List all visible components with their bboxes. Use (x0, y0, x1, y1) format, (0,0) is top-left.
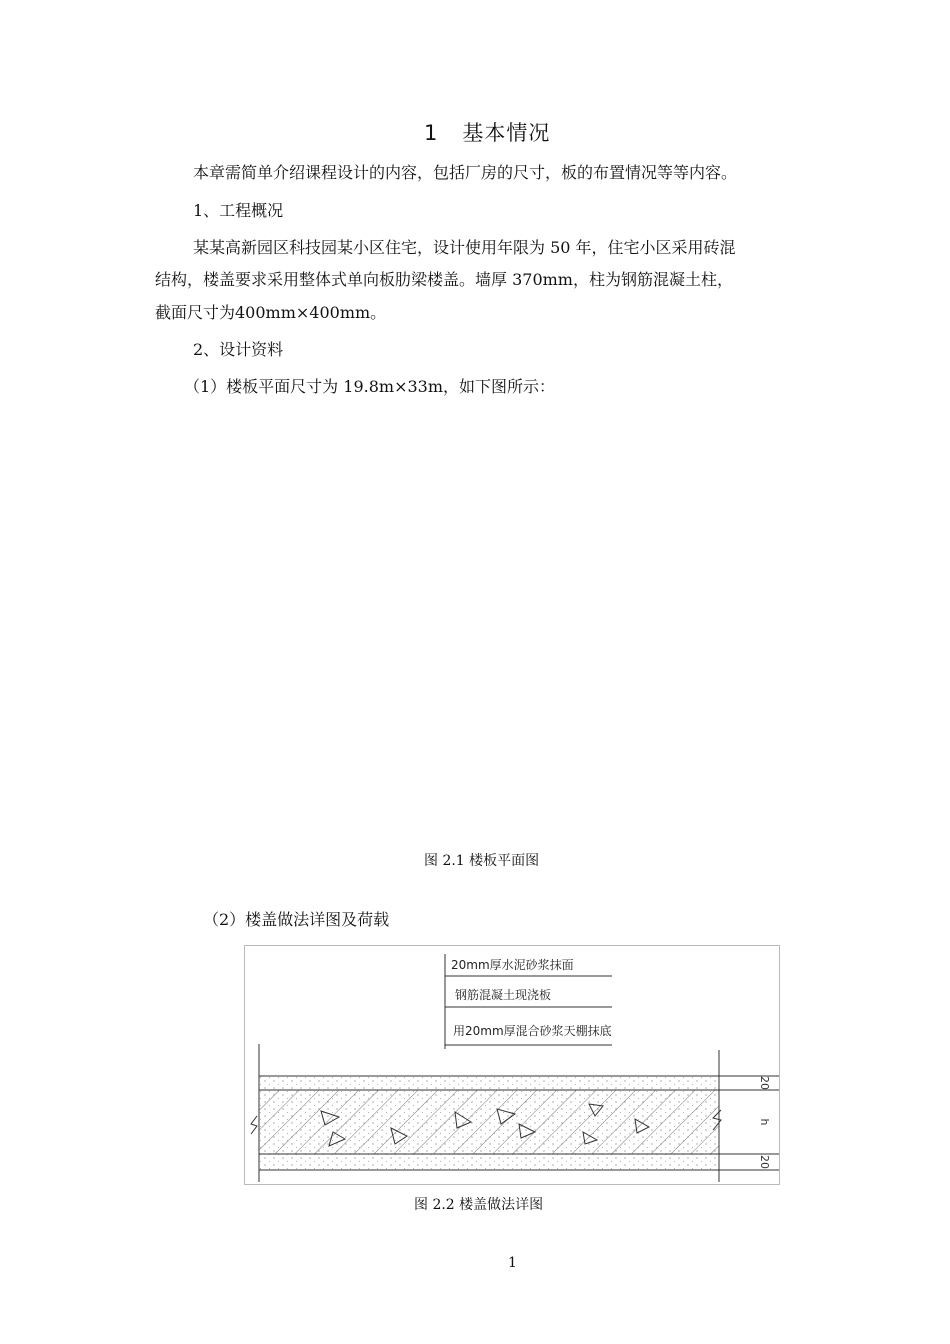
intro-paragraph: 本章需简单介绍课程设计的内容，包括厂房的尺寸，板的布置情况等等内容。 (193, 163, 738, 182)
section-number: 1 (424, 121, 439, 145)
overview-line-1: 某某高新园区科技园某小区住宅，设计使用年限为 50 年，住宅小区采用砖混 (193, 238, 736, 257)
page-number: 1 (508, 1255, 517, 1271)
floor-detail-drawing (245, 946, 779, 1184)
section-heading (424, 117, 550, 147)
layer-label-1: 20mm厚水泥砂浆抹面 (451, 958, 574, 972)
subsection-heading-2: 2、设计资料 (193, 340, 284, 359)
figure-2-2-caption: 图 2.2 楼盖做法详图 (414, 1197, 544, 1213)
dim-mid-label: h (758, 1118, 771, 1126)
design-item-1: （1）楼板平面尺寸为 19.8m×33m，如下图所示： (184, 377, 556, 396)
overview-line-3: 截面尺寸为400mm×400mm。 (155, 303, 387, 322)
layer-label-3: 用20mm厚混合砂浆天棚抹底 (453, 1024, 612, 1038)
figure-2-1-caption: 图 2.1 楼板平面图 (424, 853, 540, 869)
design-item-2: （2）楼盖做法详图及荷载 (203, 910, 390, 929)
section-title: 基本情况 (462, 121, 551, 145)
layer-label-2: 钢筋混凝土现浇板 (455, 988, 552, 1002)
floor-detail-figure (244, 945, 780, 1185)
overview-line-2: 结构，楼盖要求采用整体式单向板肋梁楼盖。墙厚 370mm，柱为钢筋混凝土柱， (155, 270, 733, 289)
dim-top-label: 20 (758, 1076, 771, 1090)
dim-bottom-label: 20 (758, 1155, 771, 1169)
subsection-heading-1: 1、工程概况 (193, 201, 284, 220)
